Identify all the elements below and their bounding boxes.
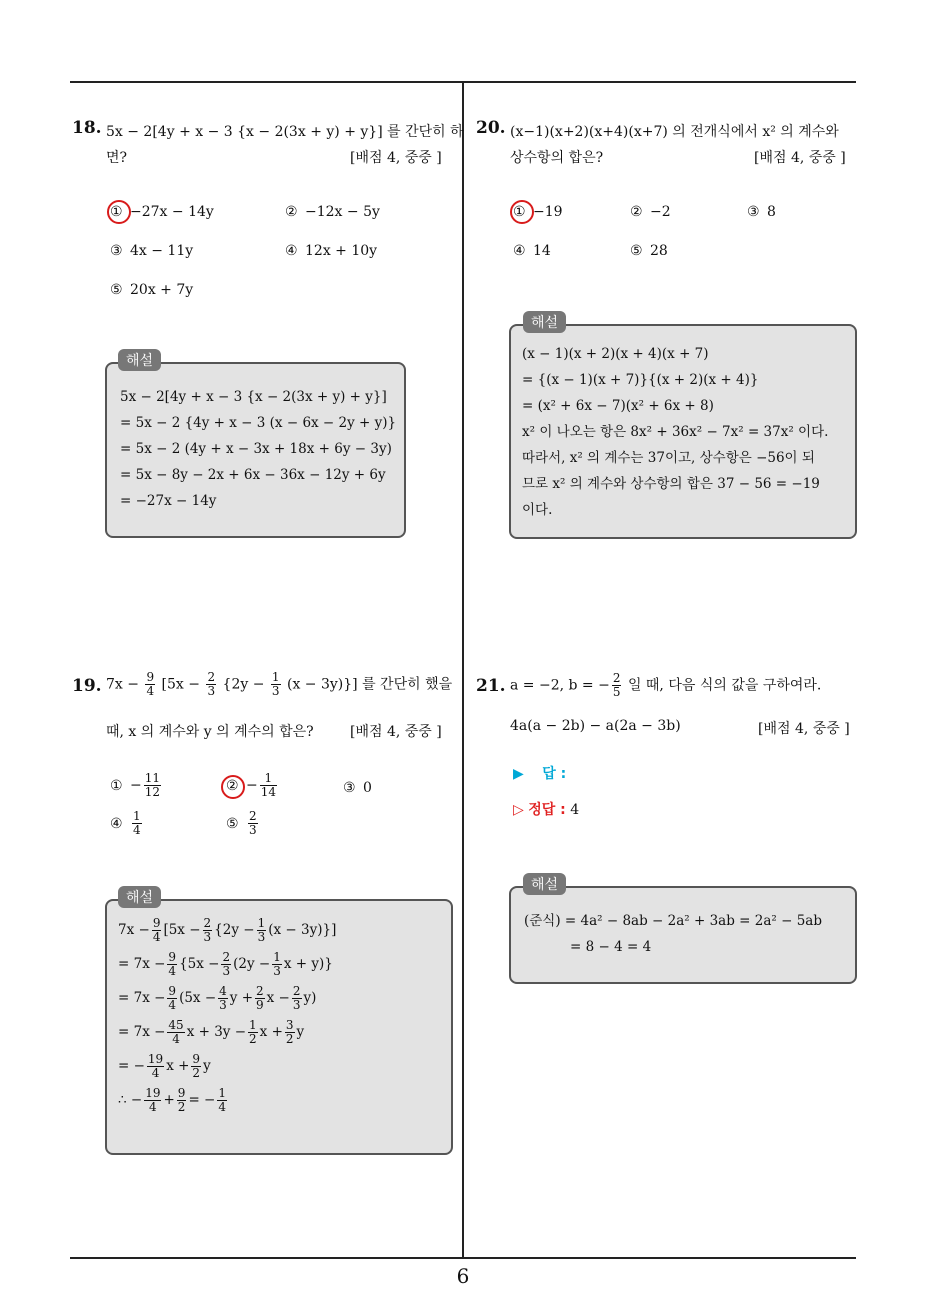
question-number: 20. bbox=[476, 118, 506, 138]
choice-3[interactable]: ③ 4x − 11y bbox=[110, 243, 194, 259]
solution-line: 7x − $\frac{9}{4}$ [5x − $\frac{2}{3}$ {2y − $\frac{1}{3}$ (x − 3y)}] bbox=[118, 916, 337, 944]
solution-line: = (x² + 6x − 7)(x² + 6x + 8) bbox=[522, 398, 714, 414]
answer-label: 답 : bbox=[542, 766, 567, 782]
question-text-line1: 5x − 2[4y + x − 3 {x − 2(3x + y) + y}] 를 간단히 하 bbox=[106, 124, 464, 140]
solution-line: 5x − 2[4y + x − 3 {x − 2(3x + y) + y}] bbox=[120, 389, 387, 405]
play-icon: ▶ bbox=[513, 766, 524, 782]
choice-3[interactable]: ③ 0 bbox=[343, 780, 372, 796]
solution-line: = −27x − 14y bbox=[120, 493, 217, 509]
question-number: 21. bbox=[476, 676, 506, 696]
fraction: $\frac{9}{4}$ bbox=[146, 670, 155, 698]
solution-tab: 해설 bbox=[118, 349, 161, 371]
solution-tab: 해설 bbox=[118, 886, 161, 908]
outline-play-icon: ▷ bbox=[513, 802, 524, 818]
choice-1[interactable]: ① −19 bbox=[513, 204, 563, 220]
choice-4[interactable]: ④ 12x + 10y bbox=[285, 243, 378, 259]
choice-2[interactable]: ② − $\frac{1}{14}$ bbox=[226, 771, 277, 799]
question-expression: 4a(a − 2b) − a(2a − 3b) bbox=[510, 718, 681, 734]
question-text-line1: a = −2, b = − $\frac{2}{5}$ 일 때, 다음 식의 값을 구하여라. bbox=[510, 671, 822, 699]
solution-line: = 7x − $\frac{9}{4}$ (5x − $\frac{4}{3}$ y + $\frac{2}{9}$ x − $\frac{2}{3}$ y) bbox=[118, 984, 317, 1012]
bottom-rule bbox=[70, 1257, 856, 1259]
solution-text bbox=[524, 908, 822, 960]
points-label: [배점 4, 중중 ] bbox=[350, 724, 442, 740]
fraction: $\frac{1}{3}$ bbox=[271, 670, 280, 698]
choice-3[interactable]: ③ 8 bbox=[747, 204, 776, 220]
choice-1[interactable]: ① − $\frac{11}{12}$ bbox=[110, 771, 161, 799]
solution-line: = 7x − $\frac{9}{4}$ {5x − $\frac{2}{3}$ (2y − $\frac{1}{3}$ x + y)} bbox=[118, 950, 333, 978]
answer-field[interactable] bbox=[513, 763, 566, 783]
solution-line: = {(x − 1)(x + 7)}{(x + 2)(x + 4)} bbox=[522, 372, 759, 388]
solution-text bbox=[522, 341, 828, 523]
solution-line: (x − 1)(x + 2)(x + 4)(x + 7) bbox=[522, 346, 709, 362]
correct-answer bbox=[513, 799, 579, 819]
solution-line: x² 이 나오는 항은 8x² + 36x² − 7x² = 37x² 이다. bbox=[522, 424, 829, 440]
solution-line: = − $\frac{19}{4}$ x + $\frac{9}{2}$ y bbox=[118, 1052, 211, 1080]
solution-line: 이다. bbox=[522, 502, 553, 518]
choice-5[interactable]: ⑤ $\frac{2}{3}$ bbox=[226, 809, 257, 837]
points-label: [배점 4, 중중 ] bbox=[350, 150, 442, 166]
question-text-line2: 면? bbox=[106, 150, 128, 166]
solution-text bbox=[118, 913, 336, 1117]
solution-line: = 5x − 2 {4y + x − 3 (x − 6x − 2y + y)} bbox=[120, 415, 397, 431]
correct-answer-value: 4 bbox=[570, 802, 580, 818]
question-number: 18. bbox=[72, 118, 102, 138]
solution-line: = 5x − 8y − 2x + 6x − 36x − 12y + 6y bbox=[120, 467, 386, 483]
choice-5[interactable]: ⑤ 28 bbox=[630, 243, 668, 259]
page-number: 6 bbox=[456, 1264, 470, 1288]
solution-line: = 7x − $\frac{45}{4}$ x + 3y − $\frac{1}{2}$ x + $\frac{3}{2}$ y bbox=[118, 1018, 305, 1046]
solution-line: = 5x − 2 (4y + x − 3x + 18x + 6y − 3y) bbox=[120, 441, 392, 457]
solution-tab: 해설 bbox=[523, 873, 566, 895]
choice-4[interactable]: ④ 14 bbox=[513, 243, 551, 259]
solution-tab: 해설 bbox=[523, 311, 566, 333]
question-number: 19. bbox=[72, 676, 102, 696]
question-text-line2: 상수항의 합은? bbox=[510, 150, 604, 166]
points-label: [배점 4, 중중 ] bbox=[754, 150, 846, 166]
question-text-line2: 때, x 의 계수와 y 의 계수의 합은? bbox=[106, 724, 314, 740]
choice-5[interactable]: ⑤ 20x + 7y bbox=[110, 282, 194, 298]
solution-line: (준식) = 4a² − 8ab − 2a² + 3ab = 2a² − 5ab bbox=[524, 913, 822, 929]
solution-text bbox=[120, 384, 396, 514]
choice-1[interactable]: ① −27x − 14y bbox=[110, 204, 214, 220]
solution-line: 므로 x² 의 계수와 상수항의 합은 37 − 56 = −19 bbox=[522, 476, 820, 492]
fraction: $\frac{2}{3}$ bbox=[207, 670, 216, 698]
choice-2[interactable]: ② −12x − 5y bbox=[285, 204, 380, 220]
question-text-line1: 7x − $\frac{9}{4}$ [5x − $\frac{2}{3}$ {2y − $\frac{1}{3}$ (x − 3y)}] 를 간단히 했을 bbox=[106, 670, 453, 698]
solution-line: ∴ − $\frac{19}{4}$ + $\frac{9}{2}$ = − $\frac{1}{4}$ bbox=[118, 1086, 226, 1114]
fraction: $\frac{2}{5}$ bbox=[612, 671, 621, 699]
correct-answer-label: 정답 : bbox=[528, 802, 566, 818]
solution-line: 따라서, x² 의 계수는 37이고, 상수항은 −56이 되 bbox=[522, 450, 815, 466]
choice-2[interactable]: ② −2 bbox=[630, 204, 671, 220]
question-text-line1: (x−1)(x+2)(x+4)(x+7) 의 전개식에서 x² 의 계수와 bbox=[510, 124, 839, 140]
solution-line: = 8 − 4 = 4 bbox=[570, 939, 652, 955]
choice-4[interactable]: ④ $\frac{1}{4}$ bbox=[110, 809, 141, 837]
column-divider bbox=[462, 83, 464, 1257]
points-label: [배점 4, 중중 ] bbox=[758, 721, 850, 737]
